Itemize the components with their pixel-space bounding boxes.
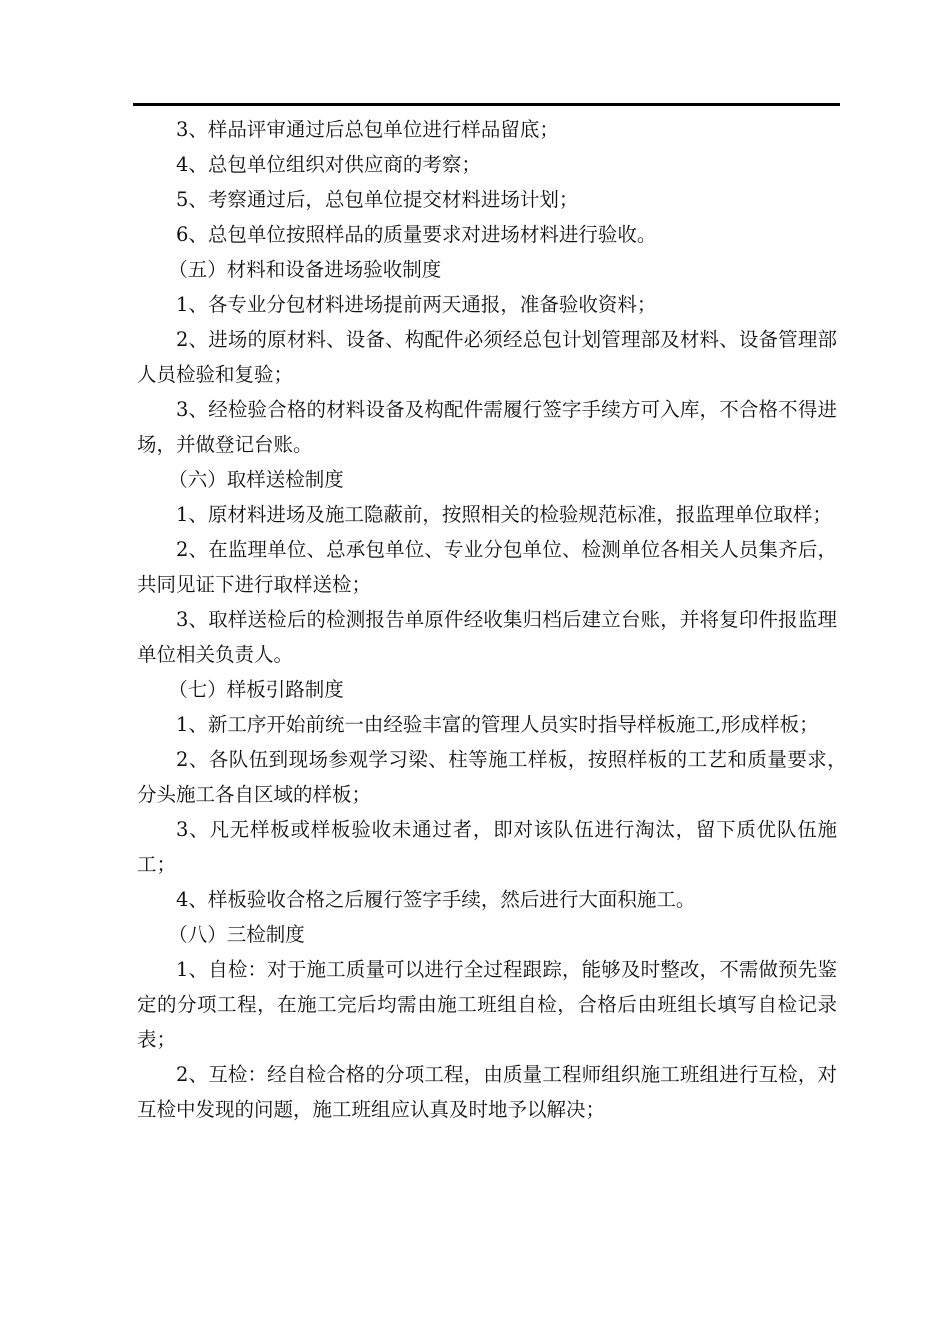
paragraph: 2、在监理单位、总承包单位、专业分包单位、检测单位各相关人员集齐后，共同见证下进行取样送检； (137, 538, 837, 596)
paragraph: 6、总包单位按照样品的质量要求对进场材料进行验收。 (176, 223, 657, 246)
paragraph: 3、凡无样板或样板验收未通过者，即对该队伍进行淘汰，留下质优队伍施工； (137, 818, 837, 876)
paragraph: 2、各队伍到现场参观学习梁、柱等施工样板，按照样板的工艺和质量要求， 分头施工各自区域的样板； (137, 748, 857, 806)
paragraph: 4、总包单位组织对供应商的考察； (176, 153, 481, 176)
document-body (137, 112, 857, 1127)
paragraph: 3、经检验合格的材料设备及构配件需履行签字手续方可入库，不合格不得进场，并做登记台账。 (137, 398, 837, 456)
header-rule (133, 103, 840, 106)
section-heading: （八）三检制度 (168, 923, 305, 946)
paragraph: 4、样板验收合格之后履行签字手续，然后进行大面积施工。 (176, 888, 696, 911)
section-heading: （五）材料和设备进场验收制度 (168, 258, 442, 281)
paragraph: 1、新工序开始前统一由经验丰富的管理人员实时指导样板施工,形成样板； (176, 713, 819, 736)
paragraph: 3、样品评审通过后总包单位进行样品留底； (176, 118, 559, 141)
section-heading: （七）样板引路制度 (168, 678, 344, 701)
paragraph: 1、原材料进场及施工隐蔽前，按照相关的检验规范标准，报监理单位取样； (176, 503, 832, 526)
paragraph: 5、考察通过后，总包单位提交材料进场计划； (176, 188, 579, 211)
paragraph: 1、自检：对于施工质量可以进行全过程跟踪，能够及时整改，不需做预先鉴定的分项工程，在施工完后均需由施工班组自检，合格后由班组长填写自检记录表； (137, 958, 837, 1051)
paragraph: 2、进场的原材料、设备、构配件必须经总包计划管理部及材料、设备管理部人员检验和复验； (137, 328, 837, 386)
section-heading: （六）取样送检制度 (168, 468, 344, 491)
paragraph: 1、各专业分包材料进场提前两天通报，准备验收资料； (176, 293, 657, 316)
paragraph: 3、取样送检后的检测报告单原件经收集归档后建立台账，并将复印件报监理单位相关负责人。 (137, 608, 837, 666)
paragraph: 2、互检：经自检合格的分项工程，由质量工程师组织施工班组进行互检，对互检中发现的问题，施工班组应认真及时地予以解决； (137, 1063, 837, 1121)
